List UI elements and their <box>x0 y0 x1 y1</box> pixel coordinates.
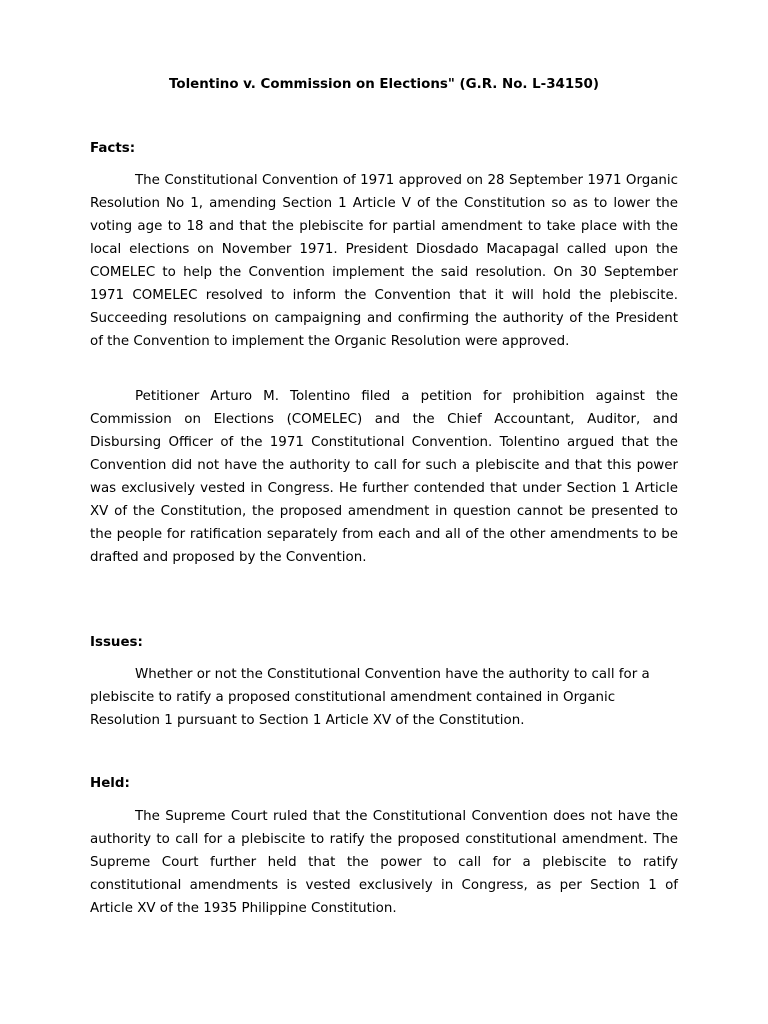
facts-paragraph-2: Petitioner Arturo M. Tolentino filed a petition for prohibition against the Commission on Elections (COMELEC) and the Chief Accountant, Auditor, and Disbursing Officer of the 1971 Constitutional Convention. Tolentino argued that the Convention did not have the authority to call for such a plebiscite and that this power was exclusively vested in Congress. He further contended that under Section 1 Article XV of the Constitution, the proposed amendment in question cannot be presented to the people for ratification separately from each and all of the other amendments to be drafted and proposed by the Convention. <box>90 389 678 565</box>
facts-heading: Facts: <box>90 141 136 156</box>
issues-heading: Issues: <box>90 635 143 650</box>
held-paragraph-1: The Supreme Court ruled that the Constitutional Convention does not have the authority to call for a plebiscite to ratify the proposed constitutional amendment. The Supreme Court further held that the power to call for a plebiscite to ratify constitutional amendments is vested exclusively in Congress, as per Section 1 of Article XV of the 1935 Philippine Constitution. <box>90 809 678 916</box>
document-page <box>90 0 678 1024</box>
issues-paragraph-1: Whether or not the Constitutional Convention have the authority to call for a plebiscite to ratify a proposed constitutional amendment contained in Organic Resolution 1 pursuant to Section 1 Article XV of the Constitution. <box>90 667 650 728</box>
held-heading: Held: <box>90 776 130 791</box>
facts-paragraph-1: The Constitutional Convention of 1971 approved on 28 September 1971 Organic Resolution No 1, amending Section 1 Article V of the Constitution so as to lower the voting age to 18 and that the plebiscite for partial amendment to take place with the local elections on November 1971. President Diosdado Macapagal called upon the COMELEC to help the Convention implement the said resolution. On 30 September 1971 COMELEC resolved to inform the Convention that it will hold the plebiscite. Succeeding resolutions on campaigning and confirming the authority of the President of the Convention to implement the Organic Resolution were approved. <box>90 173 678 349</box>
document-title: Tolentino v. Commission on Elections" (G.R. No. L-34150) <box>169 77 599 92</box>
